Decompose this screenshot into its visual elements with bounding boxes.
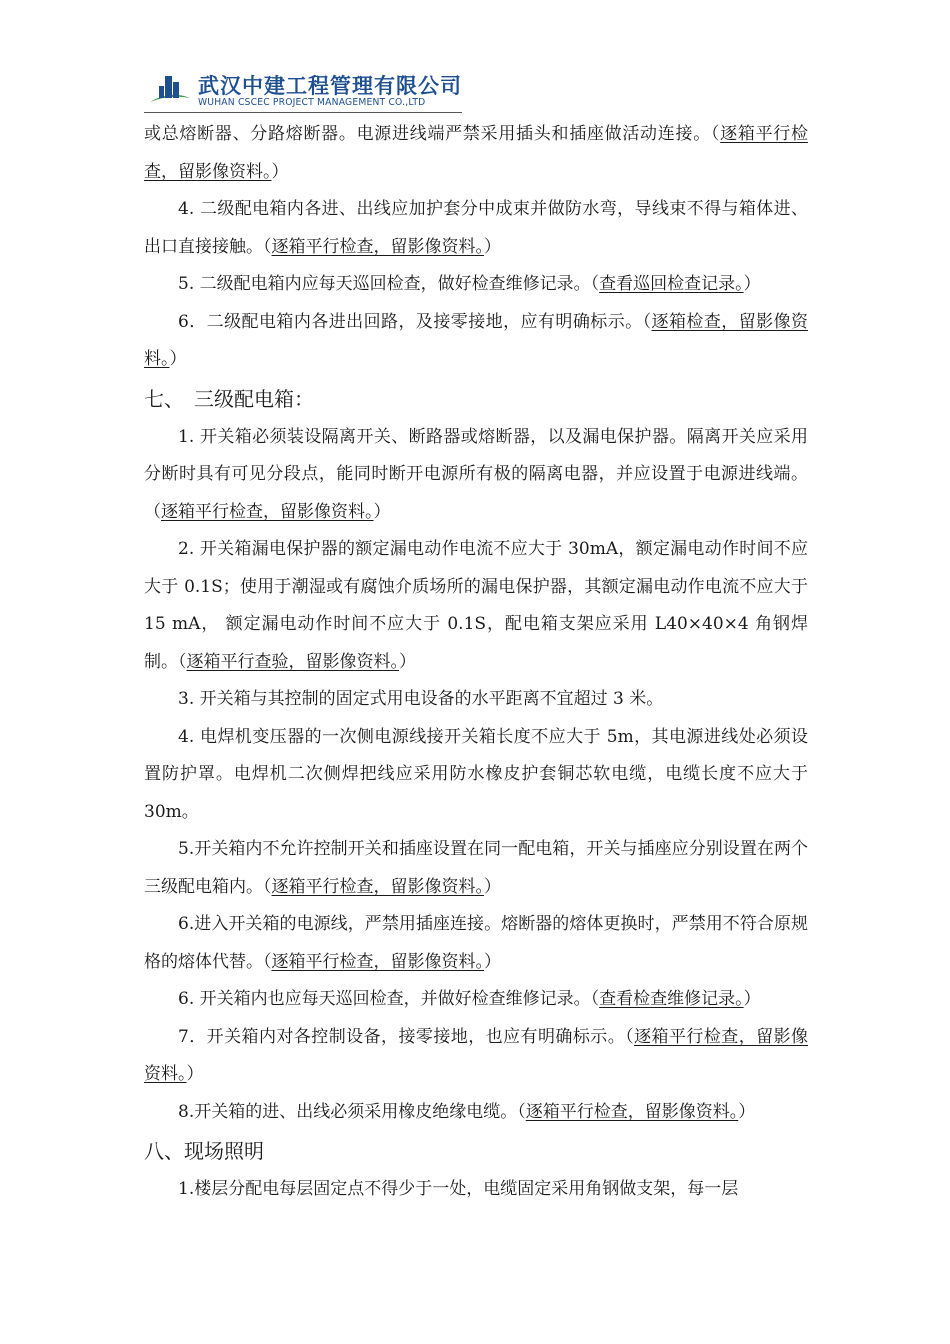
- paragraph-tail: ）: [169, 349, 187, 369]
- paragraph-tail: ）: [484, 236, 501, 257]
- paragraph: [144, 1171, 808, 1209]
- paragraph-text: 6.进入开关箱的电源线，严禁用插座连接。熔断器的熔体更换时，严禁用不符合原规格的熔体代替。（: [144, 914, 808, 972]
- paragraph: [144, 116, 808, 191]
- paragraph-tail: ）: [186, 1064, 204, 1084]
- page-header: [144, 66, 462, 114]
- inspection-note: 逐箱平行检查，留影像资料。: [161, 501, 374, 522]
- paragraph: [144, 191, 808, 266]
- paragraph-text: 4. 二级配电箱内各进、出线应加护套分中成束并做防水弯，导线束不得与箱体进、出口直接接触。（: [144, 199, 808, 257]
- paragraph: [144, 681, 808, 719]
- paragraph-tail: ）: [373, 501, 391, 522]
- company-name-en: WUHAN CSCEC PROJECT MANAGEMENT CO.,LTD: [198, 97, 426, 108]
- paragraph: [144, 1019, 808, 1094]
- document-body: [144, 116, 808, 1209]
- inspection-note: 逐箱平行检查，留影像资料。: [271, 876, 484, 897]
- paragraph-tail: ）: [484, 951, 501, 972]
- inspection-note: 查看巡回检查记录。: [599, 274, 744, 294]
- paragraph-text: 8.开关箱的进、出线必须采用橡皮绝缘电缆。（: [178, 1101, 526, 1122]
- paragraph-tail: ）: [738, 1101, 756, 1122]
- paragraph: [144, 981, 808, 1019]
- paragraph-text: 7．开关箱内对各控制设备，接零接地，也应有明确标示。（: [178, 1026, 635, 1047]
- paragraph-text: 6．二级配电箱内各进出回路，及接零接地，应有明确标示。（: [178, 311, 652, 332]
- paragraph-tail: ）: [743, 274, 761, 294]
- inspection-note: 查看检查维修记录。: [599, 989, 744, 1009]
- inspection-note: 逐箱平行检查，留影像资料。: [271, 236, 484, 257]
- paragraph-text: 或总熔断器、分路熔断器。电源进线端严禁采用插头和插座做活动连接。（: [144, 124, 721, 144]
- paragraph: [144, 906, 808, 981]
- paragraph-text: 6. 开关箱内也应每天巡回检查，并做好检查维修记录。（: [178, 989, 600, 1009]
- inspection-note: 逐箱平行查验，留影像资料。: [186, 651, 399, 672]
- paragraph: [144, 531, 808, 681]
- paragraph: [144, 719, 808, 832]
- paragraph-text: 4. 电焊机变压器的一次侧电源线接开关箱长度不应大于 5m，其电源进线处必须设置防护罩。电焊机二次侧焊把线应采用防水橡皮护套铜芯软电缆，电缆长度不应大于 30m。: [144, 726, 808, 822]
- paragraph-text: 5. 二级配电箱内应每天巡回检查，做好检查维修记录。（: [178, 274, 600, 294]
- paragraph: [144, 1094, 808, 1132]
- inspection-note: 逐箱平行检查，留影像资料。: [525, 1101, 739, 1122]
- paragraph: [144, 304, 808, 379]
- building-logo-icon: [148, 72, 192, 108]
- paragraph: [144, 266, 808, 304]
- company-name-cn: 武汉中建工程管理有限公司: [198, 74, 462, 98]
- paragraph-tail: ）: [484, 876, 501, 897]
- inspection-note: 逐箱平行检查，留影像资料。: [144, 1026, 808, 1084]
- section-heading: 八、现场照明: [144, 1139, 264, 1163]
- section-heading: 七、 三级配电箱：: [144, 386, 314, 411]
- paragraph-text: 1.楼层分配电每层固定点不得少于一处，电缆固定采用角钢做支架，每一层: [178, 1179, 739, 1199]
- paragraph-tail: ）: [271, 161, 289, 182]
- paragraph-text: 5.开关箱内不允许控制开关和插座设置在同一配电箱，开关与插座应分别设置在两个三级配电箱内。（: [144, 839, 808, 897]
- paragraph-text: 3. 开关箱与其控制的固定式用电设备的水平距离不宜超过 3 米。: [178, 689, 664, 709]
- inspection-note: 逐箱平行检查，留影像资料。: [271, 951, 484, 972]
- header-divider: [144, 112, 462, 113]
- inspection-note: 逐箱平行检查，留影像资料。: [144, 124, 809, 182]
- paragraph: [144, 831, 808, 906]
- paragraph-tail: ）: [743, 989, 761, 1009]
- paragraph-text: 1. 开关箱必须装设隔离开关、断路器或熔断器，以及漏电保护器。隔离开关应采用分断时具有可见分段点，能同时断开电源所有极的隔离电器，并应设置于电源进线端。（: [144, 426, 808, 522]
- inspection-note: 逐箱检查，留影像资料。: [144, 311, 808, 369]
- paragraph-text: 2. 开关箱漏电保护器的额定漏电动作电流不应大于 30mA，额定漏电动作时间不应大于 0.1S；使用于潮湿或有腐蚀介质场所的漏电保护器，其额定漏电动作电流不应大于 15 mA， 额定漏电动作时间不应大于 0.1S，配电箱支架应采用 L40×40×4 角钢焊制。（: [144, 539, 808, 672]
- paragraph: [144, 419, 808, 532]
- paragraph-tail: ）: [399, 651, 416, 672]
